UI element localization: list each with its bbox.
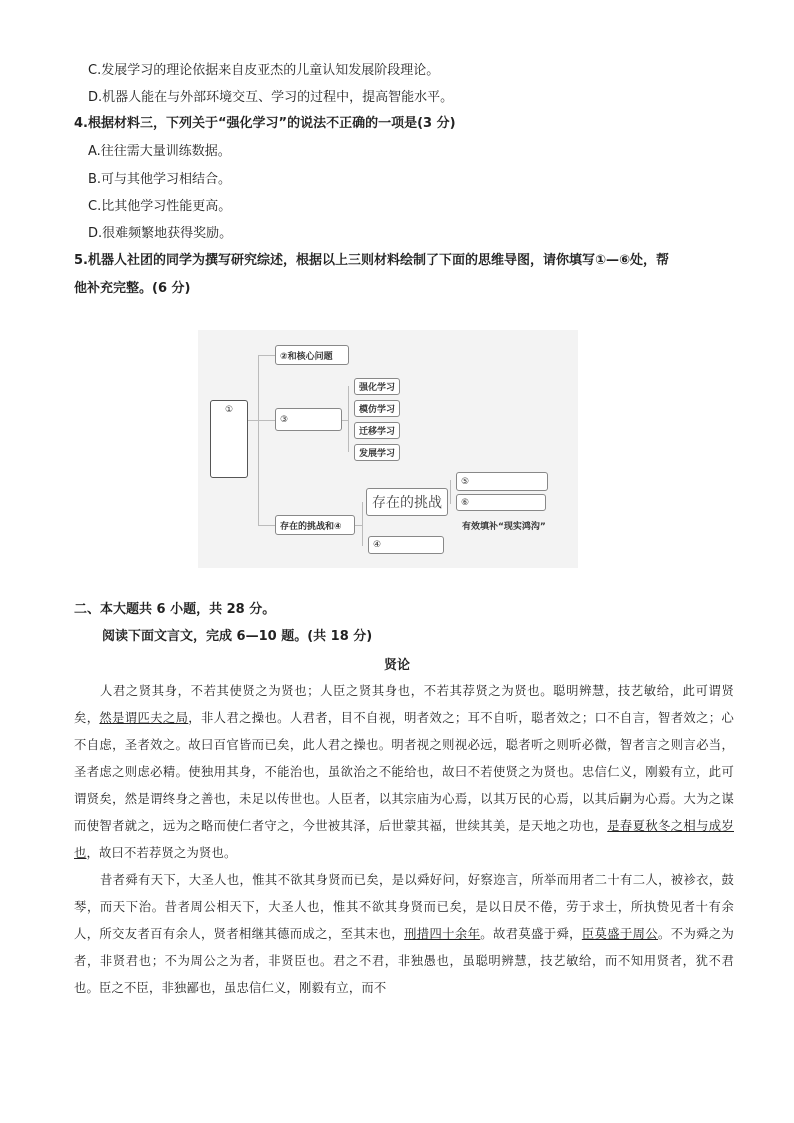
mm-challenge-title: 存在的挑战 (372, 495, 442, 511)
mind-map (198, 330, 578, 568)
mm-root-label: ① (224, 405, 234, 415)
mm-branch1-connector (258, 355, 275, 356)
mm-learning-type-4 (354, 444, 400, 461)
p1-text-c: ，故曰不若荐贤之为贤也。 (86, 846, 237, 860)
passage-paragraph-2 (74, 867, 734, 1002)
p2-text-a: 昔者舜有天下，大圣人也，惟其不欲其身贤而已矣，是以舜好问，好察迩言，所举而用者二十有二人，被袗衣，鼓琴，而天下治。昔者周公相天下，大圣人也，惟其不欲其身贤而已矣，是以日昃不倦，劳于求士，所执贽见者十有余人，所交友者百有余人，贤者相继其德而成之，至其末也， (74, 873, 734, 941)
passage-title: 贤论 (383, 658, 410, 673)
q4-stem: 4.根据材料三，下列关于“强化学习”的说法不正确的一项是(3 分) (74, 116, 456, 131)
mm-challenge-note: 有效填补“现实鸿沟” (462, 522, 546, 532)
mm-item4-box (368, 536, 444, 554)
p1-text-b: ，非人君之操也。人君者，目不自视，明者效之；耳不自听，聪者效之；口不自言，智者效之；心不自虑，圣者效之。故曰百官皆而已矣，此人君之操也。明者视之则视必远，聪者听之则听必微，智者言之则言必当，圣者虑之则虑必精。使独用其身，不能治也，虽欲治之不能给也，故曰不若使贤之为贤也。忠信仁义，刚毅有立，此可谓贤矣，然是谓终身之善也，未足以传世也。人臣者，以其宗庙为心焉，以其万民的心焉，以其后嗣为心焉。大为之谋而使智者就之，远为之略而使仁者守之，今世被其泽，后世蒙其福，世续其美，是天地之功也， (74, 711, 734, 833)
q5-stem-line1: 5.机器人社团的同学为撰写研究综述，根据以上三则材料绘制了下面的思维导图，请你填写①—⑥处，帮 (74, 253, 669, 268)
mm-branch2-box (275, 408, 342, 431)
p2-underlined-1: 刑措四十余年 (404, 927, 481, 941)
mm-challenge-item-5-label: ⑤ (461, 476, 470, 487)
mm-branch2-connector (258, 420, 275, 421)
mm-branch1-box (275, 345, 349, 365)
passage-paragraph-1 (74, 678, 734, 867)
q3-option-d: D.机器人能在与外部环境交互、学习的过程中，提高智能水平。 (88, 90, 454, 105)
mm-learning-type-3-label: 迁移学习 (359, 427, 396, 437)
mm-challenge-item-6 (456, 494, 546, 511)
mm-root-connector (248, 420, 258, 421)
mm-branch3-label: 存在的挑战和④ (280, 521, 342, 532)
mm-learning-type-1 (354, 378, 400, 395)
mm-challenge-connector (355, 525, 362, 526)
p1-text-a: 人君之贤其身，不若其使贤之为贤也；人臣之贤其身也，不若其荐贤之为贤也。聪明辨慧，技艺敏给，此可谓贤矣， (74, 684, 734, 725)
q4-option-a: A.往往需大量训练数据。 (88, 144, 231, 159)
p1-underlined-1: 然是谓匹夫之局 (99, 711, 189, 725)
mm-challenge-trunk (362, 502, 363, 546)
mm-trunk-line (258, 355, 259, 525)
mm-branch3-box (275, 515, 355, 535)
mm-branch1-label: ②和核心问题 (280, 351, 333, 362)
mm-challenge-title-box (366, 488, 448, 516)
p2-text-c: 。不为舜之为者，非贤君也；不为周公之为者，非贤臣也。君之不君，非独愚也，虽聪明辨慧，技艺敏给，而不知用贤者，犹不君也。臣之不臣，非独鄙也，虽忠信仁义，刚毅有立，而不 (74, 927, 735, 995)
mm-learning-type-4-label: 发展学习 (359, 449, 396, 459)
mm-item4-label: ④ (373, 540, 382, 550)
section2-instruction: 阅读下面文言文，完成 6—10 题。(共 18 分) (102, 629, 373, 644)
mm-learning-type-2-label: 模仿学习 (359, 405, 396, 415)
mm-learning-type-2 (354, 400, 400, 417)
mm-branch2-label: ③ (280, 414, 289, 425)
p1-underlined-2: 是春夏秋冬之相与成岁也 (74, 819, 734, 860)
q4-option-d: D.很难频繁地获得奖励。 (88, 226, 233, 241)
q3-option-c: C.发展学习的理论依据来自皮亚杰的儿童认知发展阶段理论。 (88, 63, 440, 78)
q5-stem-line2: 他补充完整。(6 分) (74, 281, 191, 296)
mm-learning-trunk (348, 386, 349, 452)
p2-text-b: 。故君莫盛于舜， (480, 927, 582, 941)
passage-body (74, 678, 734, 1002)
p2-underlined-2: 臣莫盛于周公 (581, 927, 659, 941)
q4-option-b: B.可与其他学习相结合。 (88, 172, 232, 187)
mm-root-box (210, 400, 248, 478)
q4-option-c: C.比其他学习性能更高。 (88, 199, 232, 214)
mm-learning-type-3 (354, 422, 400, 439)
section2-heading: 二、本大题共 6 小题，共 28 分。 (74, 602, 276, 617)
mm-challenge-item-6-label: ⑥ (461, 497, 470, 508)
mm-branch3-connector (258, 525, 275, 526)
mm-learning-type-1-label: 强化学习 (359, 383, 396, 393)
mm-learning-connector (342, 420, 348, 421)
mm-challenge-item-5 (456, 472, 548, 491)
mm-challenge-sub-trunk (450, 480, 451, 504)
